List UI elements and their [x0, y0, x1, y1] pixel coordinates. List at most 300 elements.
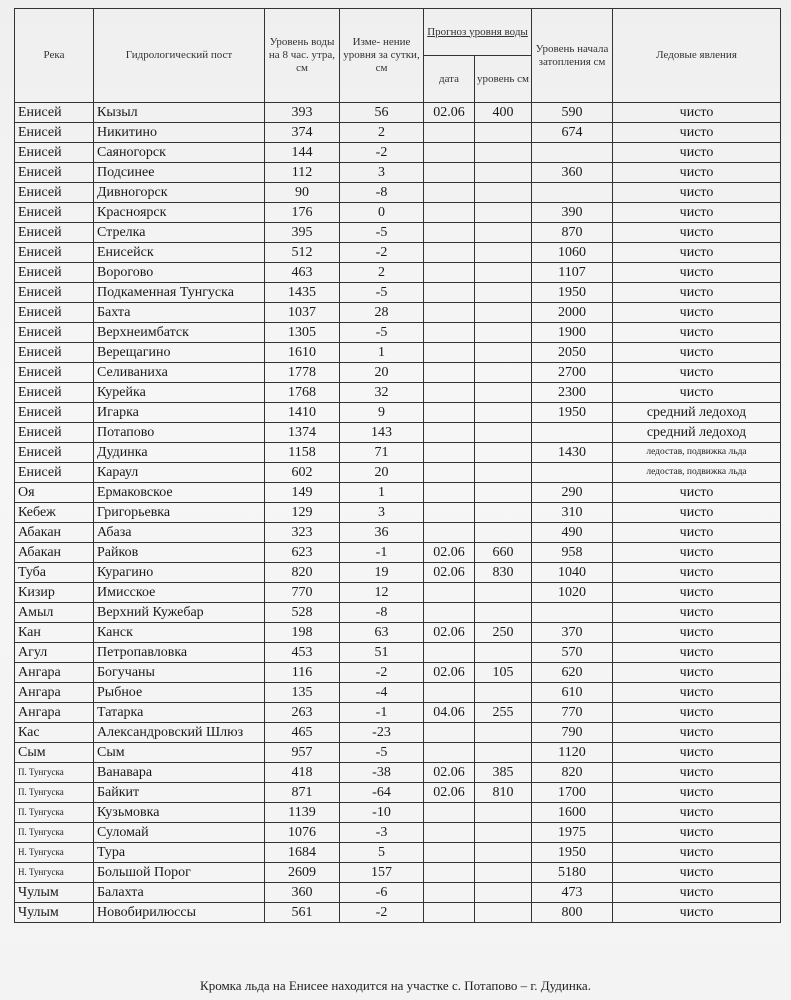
cell-river: Енисей	[15, 123, 94, 143]
cell-change: 56	[340, 103, 424, 123]
cell-river: Кас	[15, 723, 94, 743]
cell-river: Чулым	[15, 883, 94, 903]
cell-level: 395	[265, 223, 340, 243]
cell-ice: чисто	[613, 323, 781, 343]
cell-ice: чисто	[613, 283, 781, 303]
table-row	[15, 683, 781, 703]
cell-forecast-level	[475, 223, 532, 243]
cell-level: 1410	[265, 403, 340, 423]
cell-ice: чисто	[613, 623, 781, 643]
cell-ice: чисто	[613, 823, 781, 843]
cell-forecast-date	[424, 683, 475, 703]
cell-ice: чисто	[613, 603, 781, 623]
cell-ice: чисто	[613, 543, 781, 563]
cell-forecast-date	[424, 883, 475, 903]
cell-forecast-level	[475, 883, 532, 903]
cell-forecast-level	[475, 323, 532, 343]
cell-forecast-level	[475, 723, 532, 743]
cell-forecast-date	[424, 843, 475, 863]
cell-post: Енисейск	[94, 243, 265, 263]
cell-ice: чисто	[613, 163, 781, 183]
cell-level: 602	[265, 463, 340, 483]
cell-ice: чисто	[613, 563, 781, 583]
cell-level: 512	[265, 243, 340, 263]
cell-flood-level: 490	[532, 523, 613, 543]
cell-forecast-date	[424, 583, 475, 603]
cell-post: Балахта	[94, 883, 265, 903]
header-river: Река	[15, 9, 94, 103]
cell-change: -3	[340, 823, 424, 843]
cell-change: 1	[340, 483, 424, 503]
cell-level: 90	[265, 183, 340, 203]
cell-forecast-level	[475, 243, 532, 263]
cell-post: Григорьевка	[94, 503, 265, 523]
cell-river: Енисей	[15, 323, 94, 343]
cell-river: Кан	[15, 623, 94, 643]
cell-forecast-date	[424, 243, 475, 263]
cell-river: Енисей	[15, 443, 94, 463]
hydrology-table	[14, 8, 781, 923]
cell-level: 623	[265, 543, 340, 563]
cell-flood-level: 674	[532, 123, 613, 143]
cell-level: 528	[265, 603, 340, 623]
cell-post: Никитино	[94, 123, 265, 143]
cell-level: 149	[265, 483, 340, 503]
table-row	[15, 663, 781, 683]
cell-ice: чисто	[613, 583, 781, 603]
cell-level: 1305	[265, 323, 340, 343]
cell-river: Енисей	[15, 383, 94, 403]
cell-river: Абакан	[15, 523, 94, 543]
cell-forecast-level	[475, 283, 532, 303]
cell-forecast-date	[424, 203, 475, 223]
cell-level: 135	[265, 683, 340, 703]
cell-change: 51	[340, 643, 424, 663]
cell-forecast-date: 02.06	[424, 663, 475, 683]
cell-river: Кизир	[15, 583, 94, 603]
cell-forecast-date	[424, 303, 475, 323]
cell-change: -4	[340, 683, 424, 703]
cell-forecast-date: 02.06	[424, 563, 475, 583]
cell-change: 3	[340, 163, 424, 183]
table-row	[15, 623, 781, 643]
cell-forecast-level	[475, 903, 532, 923]
cell-level: 820	[265, 563, 340, 583]
cell-forecast-date	[424, 223, 475, 243]
cell-forecast-level: 105	[475, 663, 532, 683]
cell-river: Н. Тунгуска	[15, 843, 94, 863]
cell-change: -1	[340, 543, 424, 563]
cell-flood-level: 1060	[532, 243, 613, 263]
cell-forecast-level	[475, 443, 532, 463]
header-forecast-date: дата	[424, 56, 475, 103]
cell-flood-level: 570	[532, 643, 613, 663]
cell-river: Амыл	[15, 603, 94, 623]
cell-river: Абакан	[15, 543, 94, 563]
cell-forecast-date	[424, 183, 475, 203]
cell-ice: чисто	[613, 883, 781, 903]
cell-level: 1768	[265, 383, 340, 403]
cell-ice: чисто	[613, 363, 781, 383]
cell-forecast-level	[475, 583, 532, 603]
header-ice: Ледовые явления	[613, 9, 781, 103]
cell-change: 0	[340, 203, 424, 223]
cell-post: Селиваниха	[94, 363, 265, 383]
cell-flood-level: 1900	[532, 323, 613, 343]
cell-river: Енисей	[15, 403, 94, 423]
cell-level: 453	[265, 643, 340, 663]
cell-change: 1	[340, 343, 424, 363]
cell-forecast-level	[475, 383, 532, 403]
cell-level: 418	[265, 763, 340, 783]
cell-forecast-level	[475, 643, 532, 663]
cell-change: 71	[340, 443, 424, 463]
table-row	[15, 203, 781, 223]
table-row	[15, 103, 781, 123]
cell-change: 12	[340, 583, 424, 603]
cell-post: Имисское	[94, 583, 265, 603]
table-row	[15, 223, 781, 243]
cell-river: Енисей	[15, 223, 94, 243]
cell-post: Верещагино	[94, 343, 265, 363]
cell-flood-level: 310	[532, 503, 613, 523]
cell-ice: чисто	[613, 303, 781, 323]
cell-river: П. Тунгуска	[15, 803, 94, 823]
cell-post: Потапово	[94, 423, 265, 443]
cell-flood-level: 5180	[532, 863, 613, 883]
cell-change: 143	[340, 423, 424, 443]
cell-post: Тура	[94, 843, 265, 863]
cell-ice: чисто	[613, 663, 781, 683]
cell-forecast-level: 250	[475, 623, 532, 643]
table-header	[15, 9, 781, 103]
cell-flood-level: 2050	[532, 343, 613, 363]
cell-change: -2	[340, 143, 424, 163]
cell-forecast-level: 810	[475, 783, 532, 803]
cell-change: 32	[340, 383, 424, 403]
cell-river: Енисей	[15, 203, 94, 223]
table-row	[15, 363, 781, 383]
cell-forecast-date	[424, 143, 475, 163]
table-row	[15, 263, 781, 283]
cell-flood-level: 1950	[532, 403, 613, 423]
cell-change: 19	[340, 563, 424, 583]
cell-forecast-date: 04.06	[424, 703, 475, 723]
cell-ice: чисто	[613, 503, 781, 523]
table-row	[15, 163, 781, 183]
cell-forecast-date	[424, 163, 475, 183]
cell-level: 1610	[265, 343, 340, 363]
cell-river: Енисей	[15, 423, 94, 443]
cell-forecast-level: 660	[475, 543, 532, 563]
cell-forecast-date: 02.06	[424, 763, 475, 783]
cell-change: -2	[340, 903, 424, 923]
cell-flood-level: 1950	[532, 283, 613, 303]
cell-forecast-level	[475, 143, 532, 163]
cell-ice: чисто	[613, 123, 781, 143]
cell-flood-level: 870	[532, 223, 613, 243]
cell-river: Туба	[15, 563, 94, 583]
cell-forecast-level	[475, 843, 532, 863]
cell-forecast-date	[424, 603, 475, 623]
cell-flood-level: 790	[532, 723, 613, 743]
cell-forecast-level	[475, 823, 532, 843]
cell-post: Рыбное	[94, 683, 265, 703]
cell-forecast-level	[475, 803, 532, 823]
cell-forecast-level	[475, 463, 532, 483]
table-row	[15, 843, 781, 863]
cell-ice: ледостав, подвижка льда	[613, 443, 781, 463]
cell-level: 1037	[265, 303, 340, 323]
cell-level: 1158	[265, 443, 340, 463]
cell-post: Верхний Кужебар	[94, 603, 265, 623]
cell-level: 129	[265, 503, 340, 523]
cell-flood-level: 360	[532, 163, 613, 183]
cell-change: -23	[340, 723, 424, 743]
cell-forecast-date	[424, 423, 475, 443]
cell-post: Богучаны	[94, 663, 265, 683]
cell-ice: чисто	[613, 803, 781, 823]
table-row	[15, 603, 781, 623]
cell-forecast-date: 02.06	[424, 103, 475, 123]
cell-change: -6	[340, 883, 424, 903]
cell-ice: чисто	[613, 223, 781, 243]
cell-level: 463	[265, 263, 340, 283]
cell-forecast-date	[424, 863, 475, 883]
cell-ice: средний ледоход	[613, 403, 781, 423]
cell-forecast-date: 02.06	[424, 543, 475, 563]
cell-change: 2	[340, 123, 424, 143]
cell-change: 20	[340, 463, 424, 483]
cell-level: 360	[265, 883, 340, 903]
cell-river: Енисей	[15, 303, 94, 323]
cell-forecast-level	[475, 863, 532, 883]
cell-post: Новобирилюссы	[94, 903, 265, 923]
cell-level: 465	[265, 723, 340, 743]
table-body	[15, 103, 781, 923]
table-row	[15, 183, 781, 203]
cell-post: Красноярск	[94, 203, 265, 223]
cell-river: Ангара	[15, 663, 94, 683]
cell-forecast-level	[475, 123, 532, 143]
cell-post: Сым	[94, 743, 265, 763]
cell-level: 1139	[265, 803, 340, 823]
cell-flood-level: 390	[532, 203, 613, 223]
table-row	[15, 423, 781, 443]
cell-forecast-level: 830	[475, 563, 532, 583]
cell-flood-level: 1950	[532, 843, 613, 863]
cell-change: -5	[340, 223, 424, 243]
cell-river: Енисей	[15, 103, 94, 123]
table-row	[15, 723, 781, 743]
cell-river: Енисей	[15, 263, 94, 283]
cell-level: 374	[265, 123, 340, 143]
cell-forecast-level	[475, 403, 532, 423]
cell-post: Байкит	[94, 783, 265, 803]
cell-post: Абаза	[94, 523, 265, 543]
cell-river: Н. Тунгуска	[15, 863, 94, 883]
cell-ice: чисто	[613, 343, 781, 363]
cell-post: Большой Порог	[94, 863, 265, 883]
table-row	[15, 143, 781, 163]
cell-forecast-date	[424, 483, 475, 503]
cell-flood-level: 800	[532, 903, 613, 923]
cell-river: Енисей	[15, 143, 94, 163]
cell-forecast-level	[475, 483, 532, 503]
cell-ice: чисто	[613, 743, 781, 763]
table-row	[15, 383, 781, 403]
cell-ice: чисто	[613, 843, 781, 863]
cell-ice: чисто	[613, 903, 781, 923]
cell-flood-level: 1107	[532, 263, 613, 283]
cell-level: 116	[265, 663, 340, 683]
cell-change: -2	[340, 243, 424, 263]
cell-ice: чисто	[613, 243, 781, 263]
cell-ice: чисто	[613, 483, 781, 503]
cell-change: 5	[340, 843, 424, 863]
cell-river: Сым	[15, 743, 94, 763]
cell-post: Игарка	[94, 403, 265, 423]
cell-forecast-date	[424, 803, 475, 823]
cell-flood-level: 590	[532, 103, 613, 123]
header-change: Изме- нение уровня за сутки, см	[340, 9, 424, 103]
table-row	[15, 443, 781, 463]
table-row	[15, 463, 781, 483]
cell-river: Енисей	[15, 463, 94, 483]
cell-level: 1684	[265, 843, 340, 863]
cell-river: Енисей	[15, 243, 94, 263]
cell-forecast-level	[475, 203, 532, 223]
cell-forecast-level	[475, 263, 532, 283]
cell-river: Кебеж	[15, 503, 94, 523]
cell-forecast-level	[475, 743, 532, 763]
table-row	[15, 583, 781, 603]
table-row	[15, 823, 781, 843]
cell-change: 28	[340, 303, 424, 323]
cell-post: Верхнеимбатск	[94, 323, 265, 343]
cell-level: 770	[265, 583, 340, 603]
cell-change: 3	[340, 503, 424, 523]
ice-edge-note: Кромка льда на Енисее находится на участке с. Потапово – г. Дудинка.	[200, 978, 591, 993]
cell-river: Чулым	[15, 903, 94, 923]
cell-forecast-level	[475, 683, 532, 703]
header-forecast: Прогноз уровня воды	[424, 9, 532, 56]
table-row	[15, 883, 781, 903]
cell-level: 1374	[265, 423, 340, 443]
cell-ice: чисто	[613, 783, 781, 803]
table-row	[15, 743, 781, 763]
cell-forecast-level	[475, 343, 532, 363]
cell-forecast-level	[475, 603, 532, 623]
cell-change: -1	[340, 703, 424, 723]
cell-flood-level: 370	[532, 623, 613, 643]
cell-ice: средний ледоход	[613, 423, 781, 443]
cell-flood-level: 2700	[532, 363, 613, 383]
table-row	[15, 863, 781, 883]
cell-flood-level: 2000	[532, 303, 613, 323]
cell-ice: ледостав, подвижка льда	[613, 463, 781, 483]
cell-post: Дивногорск	[94, 183, 265, 203]
cell-level: 144	[265, 143, 340, 163]
cell-forecast-level: 255	[475, 703, 532, 723]
table-row	[15, 323, 781, 343]
cell-flood-level	[532, 603, 613, 623]
cell-post: Ворогово	[94, 263, 265, 283]
cell-level: 198	[265, 623, 340, 643]
cell-level: 176	[265, 203, 340, 223]
cell-change: -5	[340, 743, 424, 763]
cell-change: -8	[340, 183, 424, 203]
cell-forecast-date	[424, 343, 475, 363]
cell-forecast-date	[424, 403, 475, 423]
cell-forecast-level	[475, 183, 532, 203]
cell-forecast-date: 02.06	[424, 623, 475, 643]
cell-flood-level: 1120	[532, 743, 613, 763]
header-level: Уровень воды на 8 час. утра, см	[265, 9, 340, 103]
cell-post: Суломай	[94, 823, 265, 843]
cell-change: 2	[340, 263, 424, 283]
cell-forecast-date	[424, 823, 475, 843]
table-row	[15, 503, 781, 523]
cell-river: Енисей	[15, 343, 94, 363]
cell-post: Подкаменная Тунгуска	[94, 283, 265, 303]
cell-forecast-date	[424, 463, 475, 483]
cell-post: Курейка	[94, 383, 265, 403]
cell-change: -8	[340, 603, 424, 623]
cell-level: 323	[265, 523, 340, 543]
cell-post: Татарка	[94, 703, 265, 723]
cell-change: -10	[340, 803, 424, 823]
cell-river: Енисей	[15, 183, 94, 203]
cell-level: 1778	[265, 363, 340, 383]
cell-forecast-level: 400	[475, 103, 532, 123]
cell-forecast-date	[424, 523, 475, 543]
cell-post: Канск	[94, 623, 265, 643]
table-row	[15, 243, 781, 263]
cell-level: 2609	[265, 863, 340, 883]
cell-forecast-date	[424, 263, 475, 283]
cell-post: Петропавловка	[94, 643, 265, 663]
cell-post: Ермаковское	[94, 483, 265, 503]
cell-forecast-date	[424, 723, 475, 743]
cell-forecast-date	[424, 443, 475, 463]
table-row	[15, 783, 781, 803]
cell-flood-level: 1020	[532, 583, 613, 603]
cell-forecast-date	[424, 123, 475, 143]
cell-ice: чисто	[613, 143, 781, 163]
cell-forecast-level	[475, 523, 532, 543]
cell-flood-level: 2300	[532, 383, 613, 403]
cell-ice: чисто	[613, 103, 781, 123]
cell-level: 957	[265, 743, 340, 763]
cell-ice: чисто	[613, 263, 781, 283]
cell-river: Енисей	[15, 363, 94, 383]
cell-river: П. Тунгуска	[15, 763, 94, 783]
table-row	[15, 123, 781, 143]
table-row	[15, 303, 781, 323]
cell-flood-level	[532, 183, 613, 203]
table-row	[15, 523, 781, 543]
cell-forecast-date	[424, 503, 475, 523]
cell-forecast-level	[475, 363, 532, 383]
cell-river: Енисей	[15, 163, 94, 183]
cell-level: 263	[265, 703, 340, 723]
cell-post: Саяногорск	[94, 143, 265, 163]
cell-forecast-date	[424, 323, 475, 343]
cell-change: -5	[340, 323, 424, 343]
cell-forecast-level	[475, 423, 532, 443]
cell-river: Енисей	[15, 283, 94, 303]
